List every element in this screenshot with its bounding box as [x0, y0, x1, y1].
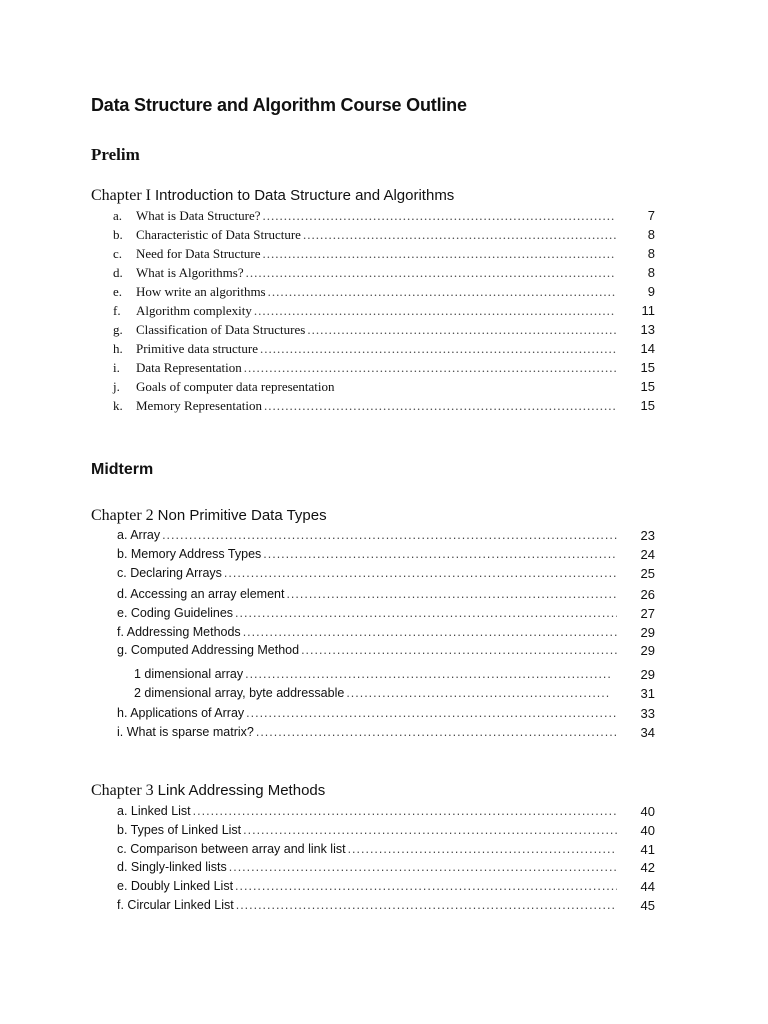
toc-row	[0, 341, 768, 359]
dot-leader	[263, 208, 616, 224]
item-page-number: 29	[640, 625, 655, 640]
toc-row	[0, 667, 768, 685]
dot-leader	[346, 686, 610, 700]
item-label: What is Data Structure?	[136, 208, 261, 223]
chapter-2-number: Chapter 2	[91, 507, 154, 524]
item-letter: k.	[113, 398, 123, 413]
item-letter: d.	[113, 265, 123, 280]
prelim-heading: Prelim	[91, 145, 140, 164]
item-label: Memory Representation	[136, 398, 262, 413]
item-page-number: 8	[647, 265, 655, 280]
toc-row	[0, 547, 768, 565]
item-letter: c.	[113, 246, 123, 261]
chapter-3-number: Chapter 3	[91, 782, 154, 799]
dot-leader	[286, 587, 617, 601]
toc-row	[0, 606, 768, 624]
chapter-1-heading	[91, 187, 454, 205]
dot-leader	[303, 227, 616, 243]
item-page-number: 15	[640, 379, 655, 394]
item-letter: h.	[113, 341, 123, 356]
dot-leader	[243, 823, 617, 837]
dot-leader	[256, 725, 617, 739]
item-page-number: 13	[640, 322, 655, 337]
item-letter: a.	[113, 208, 123, 223]
dot-leader	[307, 322, 616, 338]
dot-leader	[162, 528, 617, 542]
item-page-number: 7	[647, 208, 655, 223]
toc-row	[0, 898, 768, 916]
item-page-number: 40	[640, 823, 655, 838]
item-label: b. Memory Address Types	[117, 547, 262, 561]
item-page-number: 27	[640, 606, 655, 621]
item-label: c. Comparison between array and link list	[117, 842, 346, 856]
item-label: 2 dimensional array, byte addressable	[134, 686, 345, 700]
item-letter: f.	[113, 303, 121, 318]
dot-leader	[229, 860, 617, 874]
toc-row	[0, 706, 768, 724]
item-page-number: 45	[640, 898, 655, 913]
toc-row	[0, 379, 768, 397]
toc-row	[0, 686, 768, 704]
dot-leader	[254, 303, 616, 319]
document-title: Data Structure and Algorithm Course Outline	[91, 95, 467, 115]
item-page-number: 25	[640, 566, 655, 581]
item-page-number: 29	[640, 643, 655, 658]
dot-leader	[301, 643, 617, 657]
item-label: e. Doubly Linked List	[117, 879, 234, 893]
item-letter: g.	[113, 322, 123, 337]
item-label: e. Coding Guidelines	[117, 606, 234, 620]
item-page-number: 42	[640, 860, 655, 875]
toc-row	[0, 823, 768, 841]
item-label: c. Declaring Arrays	[117, 566, 222, 580]
toc-row	[0, 842, 768, 860]
item-label: Goals of computer data representation	[136, 379, 335, 394]
item-label: Characteristic of Data Structure	[136, 227, 301, 242]
dot-leader	[236, 898, 617, 912]
item-letter: i.	[113, 360, 120, 375]
toc-row	[0, 625, 768, 643]
chapter-1-title: Introduction to Data Structure and Algorithms	[154, 187, 455, 204]
item-label: h. Applications of Array	[117, 706, 245, 720]
item-page-number: 41	[640, 842, 655, 857]
chapter-3-heading	[91, 782, 325, 800]
dot-leader	[243, 625, 617, 639]
item-page-number: 26	[640, 587, 655, 602]
dot-leader	[246, 265, 616, 281]
toc-row	[0, 360, 768, 378]
toc-row	[0, 398, 768, 416]
item-label: f. Circular Linked List	[117, 898, 234, 912]
item-page-number: 40	[640, 804, 655, 819]
dot-leader	[235, 879, 617, 893]
item-page-number: 14	[640, 341, 655, 356]
toc-row	[0, 265, 768, 283]
dot-leader	[263, 246, 616, 262]
chapter-2-title: Non Primitive Data Types	[157, 507, 327, 524]
item-page-number: 15	[640, 398, 655, 413]
item-label: f. Addressing Methods	[117, 625, 241, 639]
toc-row	[0, 860, 768, 878]
dot-leader	[245, 667, 610, 681]
dot-leader	[263, 547, 617, 561]
toc-row	[0, 566, 768, 584]
item-label: a. Array	[117, 528, 161, 542]
dot-leader	[193, 804, 617, 818]
item-page-number: 34	[640, 725, 655, 740]
item-page-number: 9	[647, 284, 655, 299]
item-label: Classification of Data Structures	[136, 322, 306, 337]
item-page-number: 11	[641, 303, 655, 318]
item-page-number: 15	[640, 360, 655, 375]
midterm-heading: Midterm	[91, 461, 154, 478]
item-label: d. Accessing an array element	[117, 587, 285, 601]
item-label: Algorithm complexity	[136, 303, 252, 318]
chapter-3-title: Link Addressing Methods	[157, 782, 326, 799]
item-label: a. Linked List	[117, 804, 191, 818]
toc-row	[0, 587, 768, 605]
toc-row	[0, 303, 768, 321]
item-label: i. What is sparse matrix?	[117, 725, 254, 739]
dot-leader	[348, 842, 617, 856]
item-page-number: 23	[640, 528, 655, 543]
item-letter: e.	[113, 284, 123, 299]
dot-leader	[246, 706, 617, 720]
toc-row	[0, 227, 768, 245]
item-letter: j.	[113, 379, 120, 394]
item-label: b. Types of Linked List	[117, 823, 242, 837]
item-label: What is Algorithms?	[136, 265, 244, 280]
item-label: g. Computed Addressing Method	[117, 643, 300, 657]
chapter-1-number: Chapter I	[91, 187, 151, 204]
dot-leader	[244, 360, 616, 376]
item-page-number: 24	[640, 547, 655, 562]
item-page-number: 31	[640, 686, 655, 701]
toc-row	[0, 284, 768, 302]
chapter-2-heading	[91, 507, 327, 525]
toc-row	[0, 879, 768, 897]
item-label: 1 dimensional array	[134, 667, 244, 681]
dot-leader	[264, 398, 616, 414]
item-page-number: 33	[640, 706, 655, 721]
toc-row	[0, 804, 768, 822]
dot-leader	[260, 341, 616, 357]
item-label: Need for Data Structure	[136, 246, 261, 261]
item-label: Primitive data structure	[136, 341, 259, 356]
toc-row	[0, 246, 768, 264]
toc-row	[0, 725, 768, 743]
item-label: d. Singly-linked lists	[117, 860, 227, 874]
dot-leader	[268, 284, 616, 300]
dot-leader	[235, 606, 617, 620]
item-page-number: 8	[647, 246, 655, 261]
item-page-number: 29	[640, 667, 655, 682]
item-letter: b.	[113, 227, 123, 242]
item-page-number: 44	[640, 879, 655, 894]
item-label: How write an algorithms	[136, 284, 266, 299]
toc-row	[0, 322, 768, 340]
dot-leader	[224, 566, 617, 580]
item-label: Data Representation	[136, 360, 242, 375]
toc-row	[0, 528, 768, 546]
item-page-number: 8	[647, 227, 655, 242]
toc-row	[0, 208, 768, 226]
toc-row	[0, 643, 768, 661]
